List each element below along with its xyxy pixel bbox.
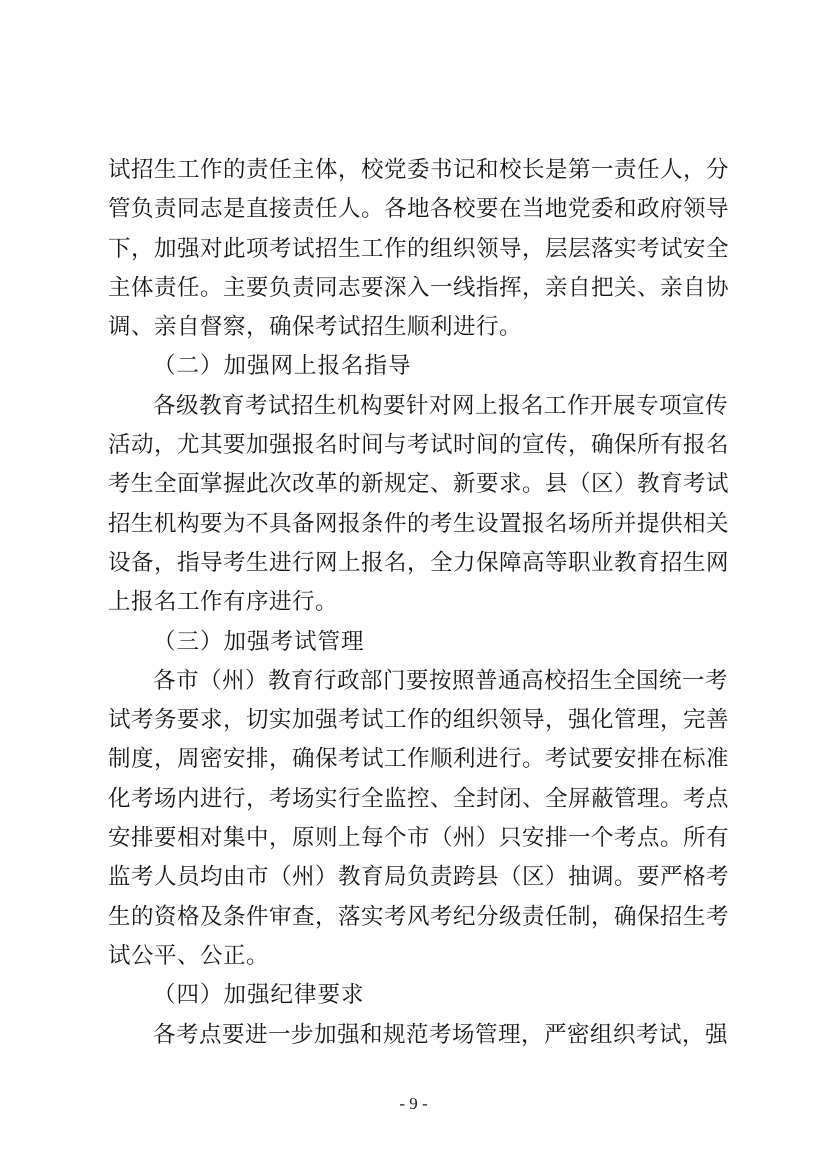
text-line: 招生机构要为不具备网报条件的考生设置报名场所并提供相关 (108, 510, 730, 537)
text-line: 活动，尤其要加强报名时间与考试时间的宣传，确保所有报名 (108, 432, 730, 459)
page-number-footer: - 9 - (399, 1094, 428, 1113)
text-line: 考生全面掌握此次改革的新规定、新要求。县（区）教育考试 (108, 471, 730, 498)
text-line: 上报名工作有序进行。 (108, 589, 339, 616)
section-heading: （四）加强纪律要求 (153, 982, 365, 1009)
text-line: 调、亲自督察，确保考试招生顺利进行。 (108, 314, 523, 341)
text-line: 下，加强对此项考试招生工作的组织领导，层层落实考试安全 (108, 235, 730, 262)
text-line: 主体责任。主要负责同志要深入一线指挥，亲自把关、亲自协 (108, 274, 730, 301)
text-line: 各市（州）教育行政部门要按照普通高校招生全国统一考 (153, 667, 729, 694)
text-line: 试招生工作的责任主体，校党委书记和校长是第一责任人，分 (108, 157, 730, 183)
text-line: 监考人员均由市（州）教育局负责跨县（区）抽调。要严格考 (108, 864, 730, 891)
text-line: 制度，周密安排，确保考试工作顺利进行。考试要安排在标准 (108, 746, 730, 773)
text-line: 各考点要进一步加强和规范考场管理，严密组织考试，强 (153, 1021, 729, 1048)
section-heading: （二）加强网上报名指导 (153, 353, 412, 380)
document-body (108, 151, 730, 1055)
text-line: 安排要相对集中，原则上每个市（州）只安排一个考点。所有 (108, 825, 730, 852)
text-line: 试考务要求，切实加强考试工作的组织领导，强化管理，完善 (108, 707, 730, 734)
text-line: 化考场内进行，考场实行全监控、全封闭、全屏蔽管理。考点 (108, 785, 730, 812)
text-line: 设备，指导考生进行网上报名，全力保障高等职业教育招生网 (108, 549, 730, 576)
text-line: 试公平、公正。 (108, 942, 270, 969)
text-line: 生的资格及条件审查，落实考风考纪分级责任制，确保招生考 (108, 903, 730, 930)
text-line: 管负责同志是直接责任人。各地各校要在当地党委和政府领导 (108, 196, 730, 223)
section-heading: （三）加强考试管理 (153, 628, 365, 655)
text-line: 各级教育考试招生机构要针对网上报名工作开展专项宣传 (153, 392, 729, 419)
